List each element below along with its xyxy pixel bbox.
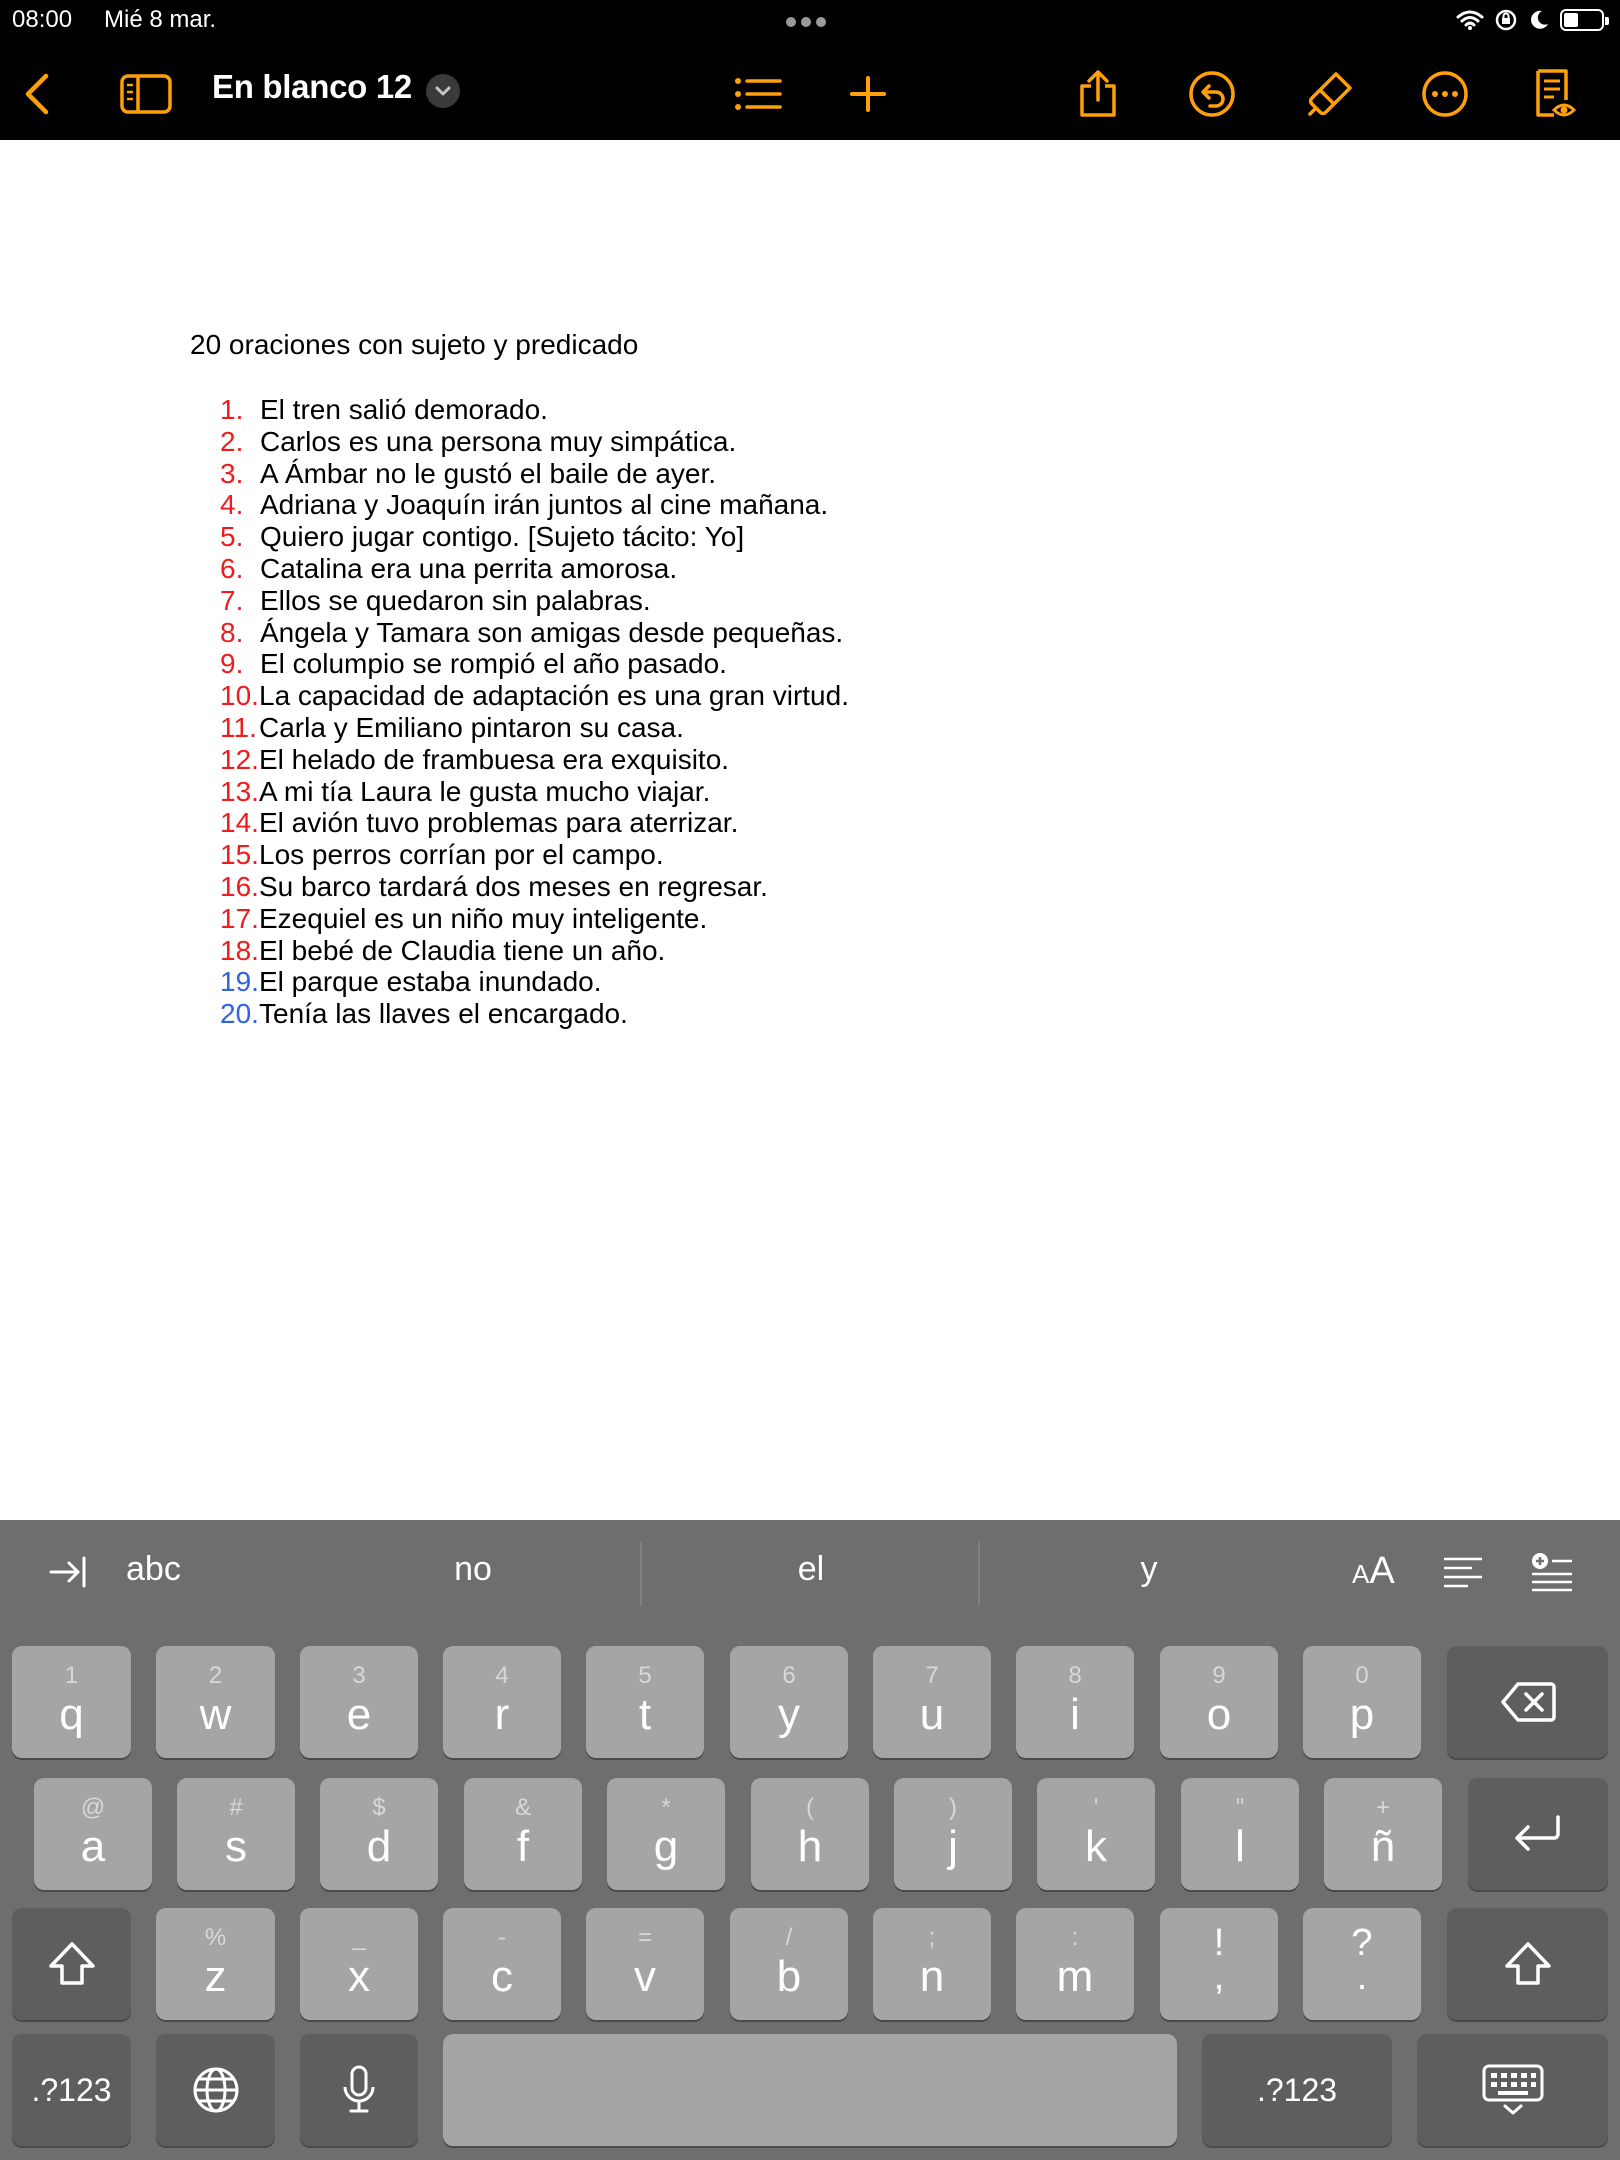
more-icon[interactable]	[1417, 66, 1473, 122]
list-item-text: Ellos se quedaron sin palabras.	[260, 584, 651, 616]
key-secondary: 3	[352, 1662, 366, 1689]
key-n[interactable]	[873, 1908, 991, 2020]
key-primary: q	[59, 1690, 84, 1739]
key-primary: ñ	[1370, 1822, 1396, 1871]
suggestion-bar	[0, 1520, 1620, 1632]
key-secondary: )	[949, 1794, 957, 1821]
key-primary: h	[797, 1822, 823, 1871]
key-g[interactable]	[607, 1778, 725, 1890]
key-secondary: -	[498, 1924, 506, 1951]
key-primary: d	[366, 1822, 392, 1871]
key-secondary: +	[1375, 1794, 1390, 1821]
key-w[interactable]	[156, 1646, 275, 1758]
suggestion-2[interactable]: el	[797, 1550, 825, 1588]
list-item	[220, 839, 849, 871]
globe-key[interactable]	[156, 2034, 275, 2146]
shift-icon	[1447, 1908, 1608, 2020]
text-size-button[interactable]: AA	[1352, 1550, 1395, 1592]
list-item-number: 18.	[220, 934, 259, 966]
list-item-number: 19.	[220, 966, 259, 998]
list-item-text: El avión tuvo problemas para aterrizar.	[259, 807, 739, 839]
status-time: 08:00	[12, 6, 73, 33]
key-a[interactable]	[34, 1778, 152, 1890]
key-top-char: ?	[1351, 1922, 1373, 1964]
share-icon[interactable]	[1070, 66, 1126, 122]
list-item-number: 16.	[220, 870, 259, 902]
key-j[interactable]	[894, 1778, 1012, 1890]
key-secondary: %	[204, 1924, 227, 1951]
key-x[interactable]	[300, 1908, 418, 2020]
key-primary: s	[225, 1822, 247, 1871]
list-item	[220, 617, 849, 649]
list-item	[220, 744, 849, 776]
suggestion-divider	[640, 1542, 642, 1606]
numbers-key-label: .?123	[31, 2071, 112, 2108]
list-item	[220, 807, 849, 839]
key-secondary: #	[229, 1794, 243, 1821]
key-secondary: 2	[208, 1662, 223, 1689]
key-primary: p	[1349, 1690, 1375, 1739]
key-primary: g	[653, 1822, 679, 1871]
list-item-text: Carla y Emiliano pintaron su casa.	[259, 711, 684, 743]
list-item-number: 9.	[220, 648, 244, 680]
key-secondary: 1	[64, 1662, 79, 1689]
globe-icon	[156, 2034, 275, 2146]
space-bar[interactable]	[443, 2034, 1177, 2146]
numbers-key-right[interactable]	[1202, 2034, 1392, 2146]
numbers-key-label: .?123	[1256, 2071, 1338, 2108]
key-bottom-char: ,	[1213, 1956, 1225, 1998]
keyboard-dismiss-icon	[1417, 2034, 1608, 2146]
key-secondary: 0	[1355, 1662, 1369, 1689]
list-item	[220, 585, 849, 617]
document-view-icon[interactable]	[1526, 66, 1582, 122]
suggestion-1[interactable]: no	[454, 1550, 492, 1588]
key-f[interactable]	[464, 1778, 582, 1890]
list-item-text: Carlos es una persona muy simpática.	[260, 425, 737, 457]
status-icons	[1456, 6, 1604, 34]
key-primary: b	[776, 1952, 802, 2001]
list-icon[interactable]	[730, 66, 786, 122]
key-primary: x	[348, 1952, 370, 2001]
key-primary: u	[919, 1690, 945, 1739]
key-r[interactable]	[443, 1646, 561, 1758]
key-exclamation-comma[interactable]	[1160, 1908, 1278, 2020]
key-m[interactable]	[1016, 1908, 1134, 2020]
list-item-text: El parque estaba inundado.	[259, 966, 602, 998]
key-primary: a	[80, 1822, 106, 1871]
key-primary: j	[948, 1822, 958, 1871]
key-primary: c	[491, 1952, 513, 2001]
top-bar	[0, 0, 1620, 140]
key-secondary: 8	[1068, 1662, 1082, 1689]
sidebar-icon[interactable]	[118, 66, 174, 122]
list-item-number: 7.	[220, 584, 244, 616]
shift-icon	[12, 1908, 131, 2020]
list-item	[220, 680, 849, 712]
list-item-text: Adriana y Joaquín irán juntos al cine mañana.	[260, 489, 829, 521]
undo-icon[interactable]	[1184, 66, 1240, 122]
key-primary: w	[199, 1690, 232, 1739]
list-item	[220, 935, 849, 967]
key-primary: z	[204, 1952, 227, 2001]
shift-key-right[interactable]	[1447, 1908, 1608, 2020]
shift-key-left[interactable]	[12, 1908, 131, 2020]
key-v[interactable]	[586, 1908, 704, 2020]
key-primary: l	[1235, 1822, 1245, 1871]
key-secondary: 5	[638, 1662, 652, 1689]
add-icon[interactable]	[840, 66, 896, 122]
list-item-number: 1.	[220, 394, 244, 425]
battery-icon	[1560, 9, 1604, 31]
key-label-stack	[1160, 1922, 1278, 1998]
tab-icon[interactable]	[48, 1554, 88, 1595]
insert-icon[interactable]	[1530, 1552, 1574, 1597]
key-primary: m	[1056, 1952, 1094, 2001]
list-item-text: La capacidad de adaptación es una gran virtud.	[259, 680, 849, 712]
key-secondary: 4	[495, 1662, 509, 1689]
suggestion-3[interactable]: y	[1140, 1550, 1158, 1588]
key-secondary: /	[785, 1924, 793, 1951]
list-item-text: A mi tía Laura le gusta mucho viajar.	[259, 775, 711, 807]
key-secondary: 6	[782, 1662, 796, 1689]
keyboard	[0, 1520, 1620, 2160]
key-e[interactable]	[300, 1646, 418, 1758]
list-item-number: 6.	[220, 552, 244, 584]
key-secondary: 9	[1212, 1662, 1226, 1689]
key-secondary: *	[661, 1794, 671, 1821]
list-item-text: El columpio se rompió el año pasado.	[260, 648, 727, 680]
key-label-stack	[1303, 1922, 1421, 1998]
list-item-text: Ángela y Tamara son amigas desde pequeñas.	[260, 616, 844, 648]
key-bottom-char: .	[1356, 1956, 1368, 1998]
key-secondary: ;	[928, 1924, 936, 1951]
dismiss-keyboard-key[interactable]	[1417, 2034, 1608, 2146]
key-question-period[interactable]	[1303, 1908, 1421, 2020]
list-item-text: Catalina era una perrita amorosa.	[260, 552, 678, 584]
list-item	[220, 966, 849, 998]
key-i[interactable]	[1016, 1646, 1134, 1758]
list-item-number: 13.	[220, 775, 259, 807]
key-p[interactable]	[1303, 1646, 1421, 1758]
list-item	[220, 553, 849, 585]
key-n-tilde[interactable]	[1324, 1778, 1442, 1890]
key-primary: o	[1206, 1690, 1232, 1739]
list-item-text: El tren salió demorado.	[260, 394, 548, 425]
key-secondary: (	[806, 1794, 814, 1821]
list-item-text: A Ámbar no le gustó el baile de ayer.	[260, 457, 717, 489]
list-item-number: 14.	[220, 807, 259, 839]
key-primary: n	[919, 1952, 945, 2001]
key-secondary: &	[514, 1794, 531, 1821]
list-item-number: 15.	[220, 839, 259, 871]
key-s[interactable]	[177, 1778, 295, 1890]
key-primary: k	[1085, 1822, 1107, 1871]
list-item	[220, 998, 849, 1030]
numbered-list	[220, 394, 849, 1030]
key-secondary: _	[352, 1924, 366, 1951]
key-secondary: 7	[925, 1662, 939, 1689]
delete-key[interactable]	[1447, 1646, 1608, 1758]
list-item-number: 5.	[220, 521, 244, 553]
title-menu-chevron-icon[interactable]	[426, 74, 460, 108]
list-item-text: Tenía las llaves el encargado.	[259, 998, 628, 1030]
key-top-char: !	[1213, 1922, 1225, 1964]
document-title[interactable]: En blanco 12	[212, 68, 412, 105]
list-item	[220, 776, 849, 808]
key-secondary: "	[1235, 1794, 1245, 1821]
key-k[interactable]	[1037, 1778, 1155, 1890]
key-secondary: $	[372, 1794, 386, 1821]
list-item-text: Quiero jugar contigo. [Sujeto tácito: Yo]	[260, 521, 745, 553]
key-secondary: @	[80, 1794, 106, 1821]
key-primary: e	[346, 1690, 372, 1739]
keyboard-abc-toggle[interactable]: abc	[126, 1550, 181, 1588]
key-primary: f	[516, 1822, 530, 1871]
align-left-icon[interactable]	[1442, 1556, 1484, 1595]
list-item-number: 10.	[220, 680, 259, 712]
wifi-icon	[1456, 9, 1484, 31]
list-item	[220, 426, 849, 458]
key-primary: v	[634, 1952, 656, 2001]
return-key[interactable]	[1468, 1778, 1608, 1890]
key-c[interactable]	[443, 1908, 561, 2020]
list-item-number: 3.	[220, 457, 244, 489]
key-primary: y	[778, 1690, 800, 1739]
list-item	[220, 871, 849, 903]
key-b[interactable]	[730, 1908, 848, 2020]
list-item	[220, 521, 849, 553]
document-canvas[interactable]	[0, 140, 1620, 1520]
key-secondary: '	[1093, 1794, 1099, 1821]
status-date: Mié 8 mar.	[104, 6, 217, 33]
document-heading: 20 oraciones con sujeto y predicado	[190, 329, 639, 360]
list-item-number: 12.	[220, 743, 259, 775]
list-item	[220, 458, 849, 490]
numbers-key-left[interactable]	[12, 2034, 131, 2146]
list-item	[220, 712, 849, 744]
format-brush-icon[interactable]	[1302, 66, 1358, 122]
list-item-text: El helado de frambuesa era exquisito.	[259, 743, 730, 775]
list-item-number: 20.	[220, 998, 259, 1030]
moon-icon	[1528, 9, 1550, 31]
list-item-number: 11.	[220, 711, 257, 743]
key-z[interactable]	[156, 1908, 275, 2020]
list-item	[220, 394, 849, 426]
list-item-text: Ezequiel es un niño muy inteligente.	[259, 902, 708, 934]
list-item	[220, 903, 849, 935]
key-primary: i	[1070, 1690, 1080, 1739]
key-t[interactable]	[586, 1646, 704, 1758]
delete-icon	[1447, 1646, 1608, 1758]
key-q[interactable]	[12, 1646, 131, 1758]
list-item-number: 4.	[220, 489, 244, 521]
key-o[interactable]	[1160, 1646, 1278, 1758]
list-item-text: El bebé de Claudia tiene un año.	[259, 934, 666, 966]
multitasking-dots-icon[interactable]	[786, 14, 832, 26]
key-h[interactable]	[751, 1778, 869, 1890]
key-y[interactable]	[730, 1646, 848, 1758]
key-secondary: =	[637, 1924, 652, 1951]
list-item-number: 8.	[220, 616, 244, 648]
list-item-number: 2.	[220, 425, 244, 457]
back-icon[interactable]	[10, 66, 66, 122]
list-item	[220, 489, 849, 521]
key-primary: t	[638, 1690, 652, 1739]
key-primary: r	[494, 1690, 510, 1739]
list-item-text: Su barco tardará dos meses en regresar.	[259, 870, 768, 902]
key-secondary: :	[1071, 1924, 1079, 1951]
orientation-lock-icon	[1494, 8, 1518, 32]
key-d[interactable]	[320, 1778, 438, 1890]
list-item-text: Los perros corrían por el campo.	[259, 839, 664, 871]
list-item	[220, 648, 849, 680]
suggestion-divider	[978, 1542, 980, 1606]
list-item-number: 17.	[220, 902, 259, 934]
return-icon	[1468, 1778, 1608, 1890]
dictation-key[interactable]	[300, 2034, 418, 2146]
microphone-icon	[300, 2034, 418, 2146]
key-l[interactable]	[1181, 1778, 1299, 1890]
key-u[interactable]	[873, 1646, 991, 1758]
